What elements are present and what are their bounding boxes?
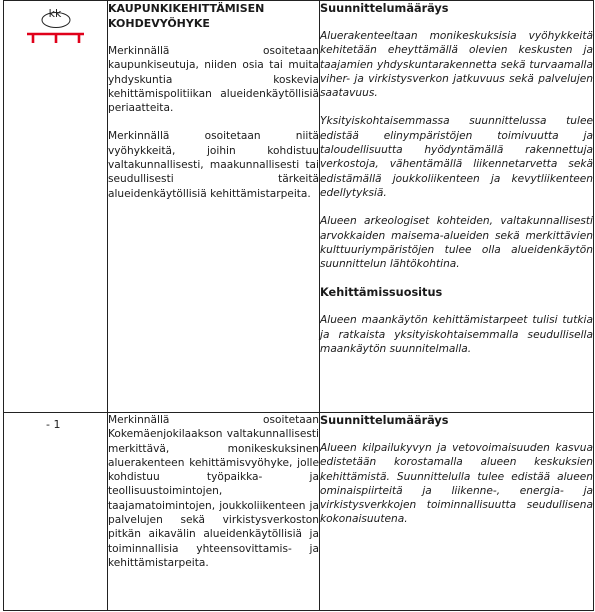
zone-title: KAUPUNKIKEHITTÄMISEN KOHDEVYÖHYKE (108, 2, 265, 30)
regulation-paragraph: Alueen kilpailukyvyn ja vetovoimaisuuden kasvua edistetään korostamalla alueen keskuksien kehittämistä. Suunnittelulla tulee edistää alueen ominaispiirteitä ja liikenne-, energia- ja virkistysverkkojen toiminnallisuutta seudullisena kokonaisuutena. (320, 442, 593, 526)
regulation-paragraph: Yksityiskohtaisemmassa suunnittelussa tulee edistää elinympäristöjen toimivuutta ja taloudellisuutta hyödyntämällä rakennettuja verkostoja, vähentämällä liikennetarvetta sekä edistämällä joukkoliikenteen ja kevytliikenteen edellytyksiä. (320, 115, 593, 199)
number-cell (4, 413, 108, 611)
row-number: - 1 (46, 418, 61, 431)
regulation-paragraph: Aluerakenteeltaan monikeskuksisia vyöhykkeitä kehitetään eheyttämällä olevien keskusten ja taajamien yhdyskuntarakennetta sekä turvaamalla viher- ja virkistysverkon jatkuvuus sekä palvelujen saatavuus. (320, 30, 593, 100)
description-paragraph: Merkinnällä osoitetaan niitä vyöhykkeitä, joihin kohdistuu valtakunnallisesti, maakunnallisesti tai seudullisesti tärkeitä alueidenkäytöllisiä kehittämistarpeita. (108, 130, 319, 200)
regulation-heading: Suunnittelumääräys (320, 2, 449, 15)
description-paragraph: Merkinnällä osoitetaan kaupunkiseutuja, niiden osia tai muita yhdyskuntia koskevia kehittämispolitiikan alueidenkäytöllisiä periaatteita. (108, 45, 319, 115)
recommendation-paragraph: Alueen maankäytön kehittämistarpeet tulisi tutkia ja ratkaista yksityiskohtaisemmalla seudullisella maankäytön suunnitelmalla. (320, 314, 593, 356)
symbol-label: kk (48, 7, 62, 20)
description-paragraph: Merkinnällä osoitetaan Kokemäenjokilaakson valtakunnallisesti merkittävä, monikeskuksinen aluerakenteen kehittämisvyöhyke, jolle kohdistuu työpaikka- ja teollisuustoimintojen, taajamatoimintojen, joukkoliikenteen ja palvelujen sekä virkistysverkoston pitkän aikavälin alueidenkäytöllisiä ja toiminnallisia yhteensovittamis- ja kehittämistarpeita. (108, 414, 319, 569)
recommendation-heading: Kehittämissuositus (320, 286, 443, 300)
symbol-cell (4, 1, 108, 413)
table-row (4, 1, 594, 413)
description-cell (108, 413, 320, 611)
regulation-cell (320, 413, 594, 611)
description-cell (108, 1, 320, 413)
regulation-paragraph: Alueen arkeologiset kohteiden, valtakunnallisesti arvokkaiden maisema-alueiden sekä merkittävien kulttuuriympäristöjen tulee olla alueidenkäytön suunnittelun lähtökohtina. (320, 215, 593, 271)
regulation-cell (320, 1, 594, 413)
table-row (4, 413, 594, 611)
plan-regulation-table (3, 0, 594, 611)
regulation-heading: Suunnittelumääräys (320, 414, 449, 427)
